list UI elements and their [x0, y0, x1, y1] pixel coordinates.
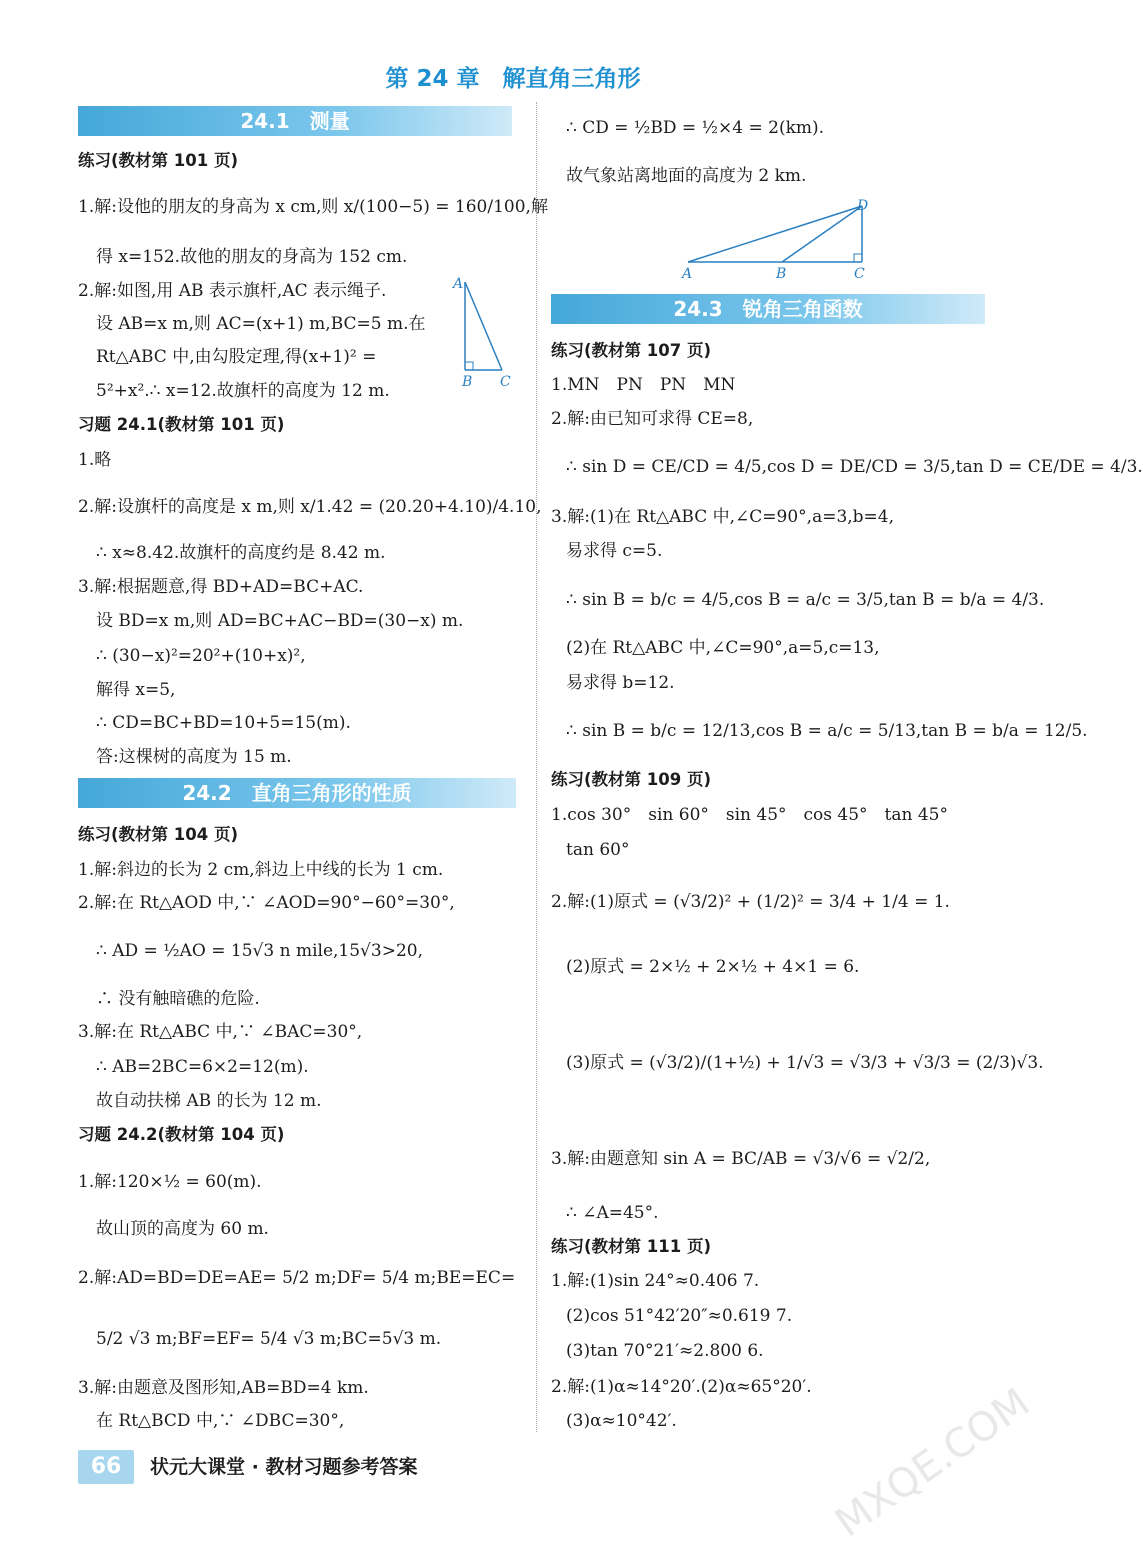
- right-line-21: (3)tan 70°21′≈2.800 6.: [566, 1341, 764, 1361]
- heading-exercise-24-2: 习题 24.2(教材第 104 页): [78, 1125, 285, 1144]
- flagpole-figure: [450, 272, 520, 392]
- right-line-22: 2.解:(1)α≈14°20′.(2)α≈65°20′.: [551, 1377, 812, 1397]
- left-line-28: 在 Rt△BCD 中,∵ ∠DBC=30°,: [96, 1411, 345, 1431]
- fig1-label-c: C: [500, 374, 511, 390]
- left-line-3: 2.解:如图,用 AB 表示旗杆,AC 表示绳子.: [78, 281, 387, 301]
- heading-practice-111: 练习(教材第 111 页): [551, 1237, 712, 1256]
- right-line-3: 1.MN PN PN MN: [551, 375, 736, 395]
- watermark: MXQE.COM: [827, 1379, 1039, 1546]
- right-line-12: 1.cos 30° sin 60° sin 45° cos 45° tan 45°: [551, 805, 948, 825]
- right-line-15: (2)原式 = 2×½ + 2×½ + 4×1 = 6.: [566, 957, 860, 977]
- right-line-18: ∴ ∠A=45°.: [566, 1203, 659, 1223]
- left-line-12: ∴ (30−x)²=20²+(10+x)²,: [96, 646, 306, 666]
- left-line-19: ∴ 没有触暗礁的危险.: [96, 989, 260, 1009]
- fig1-label-a: A: [453, 276, 464, 292]
- left-line-20: 3.解:在 Rt△ABC 中,∵ ∠BAC=30°,: [78, 1022, 363, 1042]
- right-line-16: (3)原式 = (√3/2)/(1+½) + 1/√3 = √3/3 + √3/3 = (2/3)√3.: [566, 1053, 1044, 1073]
- left-line-2: 得 x=152.故他的朋友的身高为 152 cm.: [96, 247, 408, 267]
- left-line-23: 1.解:120×½ = 60(m).: [78, 1172, 262, 1192]
- heading-exercise-24-1: 习题 24.1(教材第 101 页): [78, 415, 285, 434]
- right-line-20: (2)cos 51°42′20″≈0.619 7.: [566, 1306, 793, 1326]
- left-line-17: 2.解:在 Rt△AOD 中,∵ ∠AOD=90°−60°=30°,: [78, 893, 455, 913]
- left-line-9: ∴ x≈8.42.故旗杆的高度约是 8.42 m.: [96, 543, 386, 563]
- right-line-9: (2)在 Rt△ABC 中,∠C=90°,a=5,c=13,: [566, 638, 880, 658]
- left-line-15: 答:这棵树的高度为 15 m.: [96, 747, 292, 767]
- right-line-19: 1.解:(1)sin 24°≈0.406 7.: [551, 1271, 760, 1291]
- left-line-1: 1.解:设他的朋友的身高为 x cm,则 x/(100−5) = 160/100,解: [78, 197, 548, 217]
- right-line-2: 故气象站离地面的高度为 2 km.: [566, 166, 807, 186]
- fig2-label-a: A: [682, 266, 693, 282]
- fig2-label-c: C: [854, 266, 865, 282]
- right-line-11: ∴ sin B = b/c = 12/13,cos B = a/c = 5/13,tan B = b/a = 12/5.: [566, 721, 1088, 741]
- section-24-1-banner: 24.1 测量: [78, 106, 512, 136]
- fig2-label-b: B: [776, 266, 787, 282]
- right-line-1: ∴ CD = ½BD = ½×4 = 2(km).: [566, 118, 825, 138]
- heading-practice-101: 练习(教材第 101 页): [78, 151, 239, 170]
- right-line-13: tan 60°: [566, 840, 630, 860]
- section-24-3-banner: 24.3 锐角三角函数: [551, 294, 985, 324]
- page-number: 66: [78, 1450, 134, 1484]
- left-line-13: 解得 x=5,: [96, 680, 176, 700]
- left-line-14: ∴ CD=BC+BD=10+5=15(m).: [96, 713, 351, 733]
- footer-text: 状元大课堂 · 教材习题参考答案: [150, 1456, 418, 1478]
- left-line-24: 故山顶的高度为 60 m.: [96, 1219, 269, 1239]
- column-divider: [536, 102, 537, 1432]
- left-line-10: 3.解:根据题意,得 BD+AD=BC+AC.: [78, 577, 364, 597]
- left-line-4: 设 AB=x m,则 AC=(x+1) m,BC=5 m.在: [96, 314, 426, 334]
- left-line-16: 1.解:斜边的长为 2 cm,斜边上中线的长为 1 cm.: [78, 860, 444, 880]
- fig2-label-d: D: [857, 198, 869, 214]
- left-line-11: 设 BD=x m,则 AD=BC+AC−BD=(30−x) m.: [96, 611, 464, 631]
- left-line-26: 5/2 √3 m;BF=EF= 5/4 √3 m;BC=5√3 m.: [96, 1329, 442, 1349]
- chapter-title: 第 24 章 解直角三角形: [385, 66, 641, 92]
- right-line-8: ∴ sin B = b/c = 4/5,cos B = a/c = 3/5,tan B = b/a = 4/3.: [566, 590, 1045, 610]
- right-line-7: 易求得 c=5.: [566, 541, 663, 561]
- left-line-25: 2.解:AD=BD=DE=AE= 5/2 m;DF= 5/4 m;BE=EC=: [78, 1268, 516, 1288]
- weather-station-figure: [670, 194, 880, 284]
- heading-practice-107: 练习(教材第 107 页): [551, 341, 712, 360]
- left-line-21: ∴ AB=2BC=6×2=12(m).: [96, 1057, 309, 1077]
- left-line-27: 3.解:由题意及图形知,AB=BD=4 km.: [78, 1378, 369, 1398]
- left-line-6: 5²+x².∴ x=12.故旗杆的高度为 12 m.: [96, 381, 390, 401]
- left-line-7: 1.略: [78, 450, 112, 470]
- right-line-14: 2.解:(1)原式 = (√3/2)² + (1/2)² = 3/4 + 1/4 = 1.: [551, 892, 950, 912]
- right-line-5: ∴ sin D = CE/CD = 4/5,cos D = DE/CD = 3/5,tan D = CE/DE = 4/3.: [566, 457, 1143, 477]
- heading-practice-109: 练习(教材第 109 页): [551, 770, 712, 789]
- right-line-4: 2.解:由已知可求得 CE=8,: [551, 409, 754, 429]
- section-24-2-banner: 24.2 直角三角形的性质: [78, 778, 516, 808]
- right-line-6: 3.解:(1)在 Rt△ABC 中,∠C=90°,a=3,b=4,: [551, 507, 895, 527]
- right-line-10: 易求得 b=12.: [566, 673, 675, 693]
- left-line-5: Rt△ABC 中,由勾股定理,得(x+1)² =: [96, 347, 377, 367]
- left-line-18: ∴ AD = ½AO = 15√3 n mile,15√3>20,: [96, 941, 423, 961]
- fig1-label-b: B: [462, 374, 473, 390]
- heading-practice-104: 练习(教材第 104 页): [78, 825, 239, 844]
- right-line-17: 3.解:由题意知 sin A = BC/AB = √3/√6 = √2/2,: [551, 1149, 931, 1169]
- left-line-22: 故自动扶梯 AB 的长为 12 m.: [96, 1091, 322, 1111]
- right-line-23: (3)α≈10°42′.: [566, 1411, 677, 1431]
- left-line-8: 2.解:设旗杆的高度是 x m,则 x/1.42 = (20.20+4.10)/4.10,: [78, 497, 542, 517]
